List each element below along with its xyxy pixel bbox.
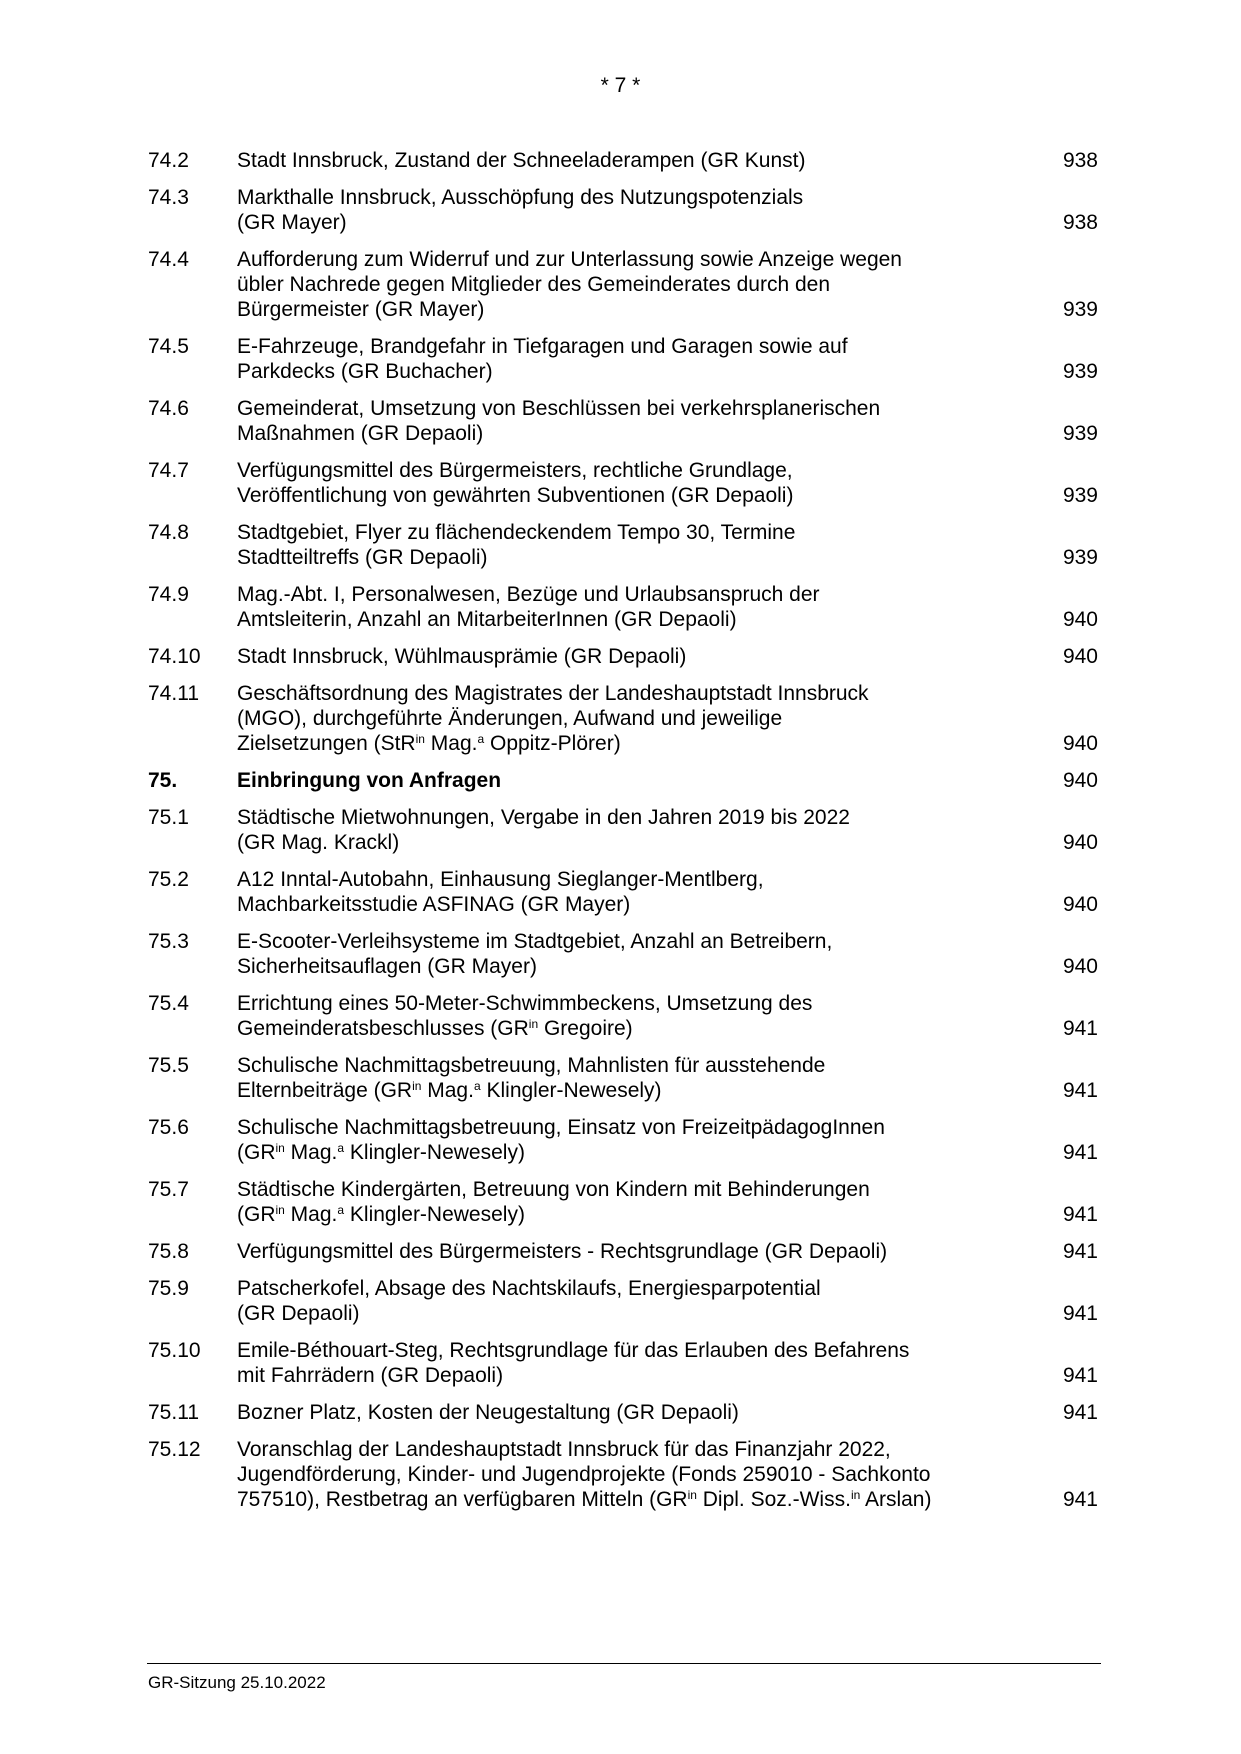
toc-entry-number: 75.8	[148, 1240, 189, 1263]
toc-entry	[148, 805, 1098, 855]
title-text-segment: Arslan)	[860, 1488, 932, 1511]
toc-entry-title	[237, 805, 1007, 855]
toc-entry	[148, 1437, 1098, 1512]
toc-entry-title-line	[237, 1487, 1007, 1512]
toc-entry-title	[237, 681, 1007, 756]
toc-entry-title-line: Jugendförderung, Kinder- und Jugendprojekte (Fonds 259010 - Sachkonto	[237, 1463, 931, 1486]
toc-entry-title	[237, 991, 1007, 1041]
title-text-segment: Mag.	[421, 1079, 474, 1102]
toc-entry-page: 941	[1062, 1401, 1098, 1424]
superscript-text: in	[412, 1079, 422, 1093]
toc-entry-title-line: Errichtung eines 50-Meter-Schwimmbeckens, Umsetzung des	[237, 992, 813, 1015]
toc-entry-page: 938	[1062, 149, 1098, 172]
toc-entry-number: 75.5	[148, 1054, 189, 1077]
toc-entry-number: 74.2	[148, 149, 189, 172]
title-text-segment: (GR	[237, 1141, 276, 1164]
toc-entry-title-line: (GR Mag. Krackl)	[237, 831, 400, 854]
toc-entry-title-line: (GR Depaoli)	[237, 1302, 360, 1325]
toc-entry-number: 74.11	[148, 682, 199, 705]
title-text-segment: Zielsetzungen (StR	[237, 732, 416, 755]
toc-entry-title-line: Voranschlag der Landeshauptstadt Innsbruck für das Finanzjahr 2022,	[237, 1438, 891, 1461]
toc-entry-page: 940	[1062, 893, 1098, 916]
toc-entry-title-line: Veröffentlichung von gewährten Subventionen (GR Depaoli)	[237, 484, 794, 507]
toc-entry-title	[237, 867, 1007, 917]
superscript-text: a	[337, 1203, 345, 1217]
toc-entry-title	[237, 1437, 1007, 1512]
toc-entry-title-line: Maßnahmen (GR Depaoli)	[237, 422, 484, 445]
toc-entry-number: 74.3	[148, 186, 189, 209]
toc-entry-title-line	[237, 1016, 1007, 1041]
toc-entry-title-line: Aufforderung zum Widerruf und zur Unterlassung sowie Anzeige wegen	[237, 248, 902, 271]
toc-entry-number: 74.7	[148, 459, 189, 482]
toc-entry-title	[237, 148, 1007, 173]
toc-entry-title	[237, 247, 1007, 322]
toc-entry-title-line: Bürgermeister (GR Mayer)	[237, 298, 485, 321]
title-text-segment: Klingler-Newesely)	[344, 1141, 525, 1164]
superscript-text: a	[477, 732, 485, 746]
toc-entry-title	[237, 1177, 1007, 1227]
toc-entry-title	[237, 1338, 1007, 1388]
title-text-segment: 757510), Restbetrag an verfügbaren Mitteln (GR	[237, 1488, 688, 1511]
toc-entry-title-line	[237, 1140, 1007, 1165]
toc-entry-page: 941	[1062, 1017, 1098, 1040]
toc-entry-title-line: Mag.-Abt. I, Personalwesen, Bezüge und Urlaubsanspruch der	[237, 583, 820, 606]
toc-entry-number: 75.10	[148, 1339, 201, 1362]
toc-entry-title-line: Sicherheitsauflagen (GR Mayer)	[237, 955, 537, 978]
toc-entry-title-line: Gemeinderat, Umsetzung von Beschlüssen bei verkehrsplanerischen	[237, 397, 881, 420]
toc-entry-number: 75.3	[148, 930, 189, 953]
toc-entry-page: 941	[1062, 1488, 1098, 1511]
toc-entry-title-line: Stadtteiltreffs (GR Depaoli)	[237, 546, 488, 569]
toc-entry-title-line: Patscherkofel, Absage des Nachtskilaufs, Energiesparpotential	[237, 1277, 821, 1300]
toc-entry-title	[237, 768, 1007, 793]
toc-entry	[148, 1239, 1098, 1264]
toc-entry-title-line	[237, 1202, 1007, 1227]
toc-entry-title-line: Stadt Innsbruck, Wühlmausprämie (GR Depaoli)	[237, 645, 687, 668]
toc-entry	[148, 1053, 1098, 1103]
toc-entry-title-line: (MGO), durchgeführte Änderungen, Aufwand und jeweilige	[237, 707, 783, 730]
toc-entry	[148, 1276, 1098, 1326]
title-text-segment: (GR	[237, 1203, 276, 1226]
toc-entry-title-line: E-Fahrzeuge, Brandgefahr in Tiefgaragen und Garagen sowie auf	[237, 335, 848, 358]
toc-entry-title-line: Verfügungsmittel des Bürgermeisters, rechtliche Grundlage,	[237, 459, 793, 482]
toc-entry-title	[237, 396, 1007, 446]
title-text-segment: Dipl. Soz.-Wiss.	[696, 1488, 851, 1511]
toc-entry-title	[237, 582, 1007, 632]
toc-entry-page: 940	[1062, 769, 1098, 792]
toc-entry-title-line	[237, 1078, 1007, 1103]
toc-entry-title-line: Schulische Nachmittagsbetreuung, Mahnlisten für ausstehende	[237, 1054, 826, 1077]
toc-entry	[148, 520, 1098, 570]
toc-entry-title	[237, 185, 1007, 235]
toc-entry-page: 941	[1062, 1203, 1098, 1226]
toc-entry	[148, 185, 1098, 235]
toc-entry-page: 940	[1062, 645, 1098, 668]
toc-entry	[148, 991, 1098, 1041]
toc-entry-number: 75.4	[148, 992, 189, 1015]
toc-entry-title	[237, 520, 1007, 570]
toc-entry	[148, 1115, 1098, 1165]
toc-entry	[148, 867, 1098, 917]
toc-entry-title	[237, 644, 1007, 669]
toc-entry	[148, 768, 1098, 793]
toc-entry-page: 940	[1062, 955, 1098, 978]
toc-entry-number: 75.12	[148, 1438, 201, 1461]
toc-entry-title-line: (GR Mayer)	[237, 211, 347, 234]
page-number: * 7 *	[600, 74, 641, 97]
toc-entry-page: 940	[1062, 831, 1098, 854]
toc-entry-number: 74.9	[148, 583, 189, 606]
toc-entry-title-line: Parkdecks (GR Buchacher)	[237, 360, 493, 383]
toc-entry-title-line: Einbringung von Anfragen	[237, 769, 502, 792]
toc-entry	[148, 929, 1098, 979]
toc-entry-page: 940	[1062, 732, 1098, 755]
table-of-contents	[148, 148, 1098, 1524]
superscript-text: in	[528, 1017, 539, 1031]
toc-entry-number: 74.6	[148, 397, 189, 420]
toc-entry-number: 75.11	[148, 1401, 199, 1424]
superscript-text: in	[415, 732, 425, 746]
title-text-segment: Gemeinderatsbeschlusses (GR	[237, 1017, 529, 1040]
toc-entry-title-line	[237, 731, 1007, 756]
title-text-segment: Mag.	[284, 1141, 338, 1164]
footer-divider	[147, 1663, 1101, 1664]
toc-entry-title	[237, 1400, 1007, 1425]
toc-entry-title	[237, 458, 1007, 508]
toc-entry	[148, 334, 1098, 384]
title-text-segment: Klingler-Newesely)	[480, 1079, 662, 1102]
toc-entry	[148, 247, 1098, 322]
toc-entry-title	[237, 929, 1007, 979]
title-text-segment: Gregoire)	[538, 1017, 633, 1040]
superscript-text: in	[850, 1488, 861, 1502]
toc-entry	[148, 582, 1098, 632]
toc-entry-title-line: Geschäftsordnung des Magistrates der Landeshauptstadt Innsbruck	[237, 682, 869, 705]
toc-entry	[148, 1338, 1098, 1388]
title-text-segment: Klingler-Newesely)	[344, 1203, 525, 1226]
superscript-text: a	[337, 1141, 345, 1155]
toc-entry	[148, 148, 1098, 173]
toc-entry-title	[237, 1276, 1007, 1326]
toc-entry-page: 938	[1062, 211, 1098, 234]
toc-entry-title-line: Emile-Béthouart-Steg, Rechtsgrundlage für das Erlauben des Befahrens	[237, 1339, 910, 1362]
toc-entry-title-line: Amtsleiterin, Anzahl an MitarbeiterInnen (GR Depaoli)	[237, 608, 737, 631]
toc-entry	[148, 396, 1098, 446]
toc-entry-page: 941	[1062, 1079, 1098, 1102]
toc-entry-title	[237, 1053, 1007, 1103]
toc-entry-number: 74.8	[148, 521, 189, 544]
toc-entry-number: 75.	[148, 769, 178, 792]
toc-entry-page: 941	[1062, 1240, 1098, 1263]
title-text-segment: Elternbeiträge (GR	[237, 1079, 413, 1102]
toc-entry	[148, 1177, 1098, 1227]
toc-entry-page: 939	[1062, 484, 1098, 507]
toc-entry-page: 939	[1062, 422, 1098, 445]
toc-entry-number: 75.1	[148, 806, 189, 829]
toc-entry-number: 74.10	[148, 645, 201, 668]
toc-entry-title-line: Stadt Innsbruck, Zustand der Schneeladerampen (GR Kunst)	[237, 149, 806, 172]
toc-entry-title-line: Machbarkeitsstudie ASFINAG (GR Mayer)	[237, 893, 631, 916]
toc-entry-title	[237, 1239, 1007, 1264]
toc-entry	[148, 458, 1098, 508]
toc-entry-title-line: E-Scooter-Verleihsysteme im Stadtgebiet, Anzahl an Betreibern,	[237, 930, 833, 953]
toc-entry-number: 75.9	[148, 1277, 189, 1300]
toc-entry-page: 941	[1062, 1302, 1098, 1325]
title-text-segment: Oppitz-Plörer)	[484, 732, 621, 755]
toc-entry-title-line: Markthalle Innsbruck, Ausschöpfung des Nutzungspotenzials	[237, 186, 804, 209]
toc-entry-page: 941	[1062, 1364, 1098, 1387]
toc-entry-title-line: A12 Inntal-Autobahn, Einhausung Sieglanger-Mentlberg,	[237, 868, 764, 891]
toc-entry	[148, 1400, 1098, 1425]
toc-entry-title	[237, 1115, 1007, 1165]
toc-entry-title-line: Schulische Nachmittagsbetreuung, Einsatz von FreizeitpädagogInnen	[237, 1116, 885, 1139]
toc-entry-title-line: Bozner Platz, Kosten der Neugestaltung (GR Depaoli)	[237, 1401, 739, 1424]
toc-entry-title-line: Städtische Kindergärten, Betreuung von Kindern mit Behinderungen	[237, 1178, 870, 1201]
toc-entry-title-line: Stadtgebiet, Flyer zu flächendeckendem Tempo 30, Termine	[237, 521, 796, 544]
toc-entry-title	[237, 334, 1007, 384]
toc-entry-page: 940	[1062, 608, 1098, 631]
toc-entry-number: 74.5	[148, 335, 189, 358]
toc-entry-page: 939	[1062, 546, 1098, 569]
toc-entry-number: 75.7	[148, 1178, 189, 1201]
title-text-segment: Mag.	[424, 732, 478, 755]
superscript-text: a	[473, 1079, 481, 1093]
toc-entry-title-line: Städtische Mietwohnungen, Vergabe in den Jahren 2019 bis 2022	[237, 806, 850, 829]
superscript-text: in	[275, 1203, 285, 1217]
toc-entry-page: 941	[1062, 1141, 1098, 1164]
toc-entry-title-line: übler Nachrede gegen Mitglieder des Gemeinderates durch den	[237, 273, 831, 296]
title-text-segment: Mag.	[284, 1203, 338, 1226]
toc-entry	[148, 644, 1098, 669]
superscript-text: in	[275, 1141, 285, 1155]
toc-entry	[148, 681, 1098, 756]
toc-entry-title-line: Verfügungsmittel des Bürgermeisters - Rechtsgrundlage (GR Depaoli)	[237, 1240, 888, 1263]
toc-entry-title-line: mit Fahrrädern (GR Depaoli)	[237, 1364, 504, 1387]
toc-entry-page: 939	[1062, 360, 1098, 383]
footer-session-date: GR-Sitzung 25.10.2022	[148, 1673, 326, 1692]
toc-entry-number: 74.4	[148, 248, 189, 271]
toc-entry-page: 939	[1062, 298, 1098, 321]
toc-entry-number: 75.2	[148, 868, 189, 891]
superscript-text: in	[687, 1488, 697, 1502]
toc-entry-number: 75.6	[148, 1116, 189, 1139]
